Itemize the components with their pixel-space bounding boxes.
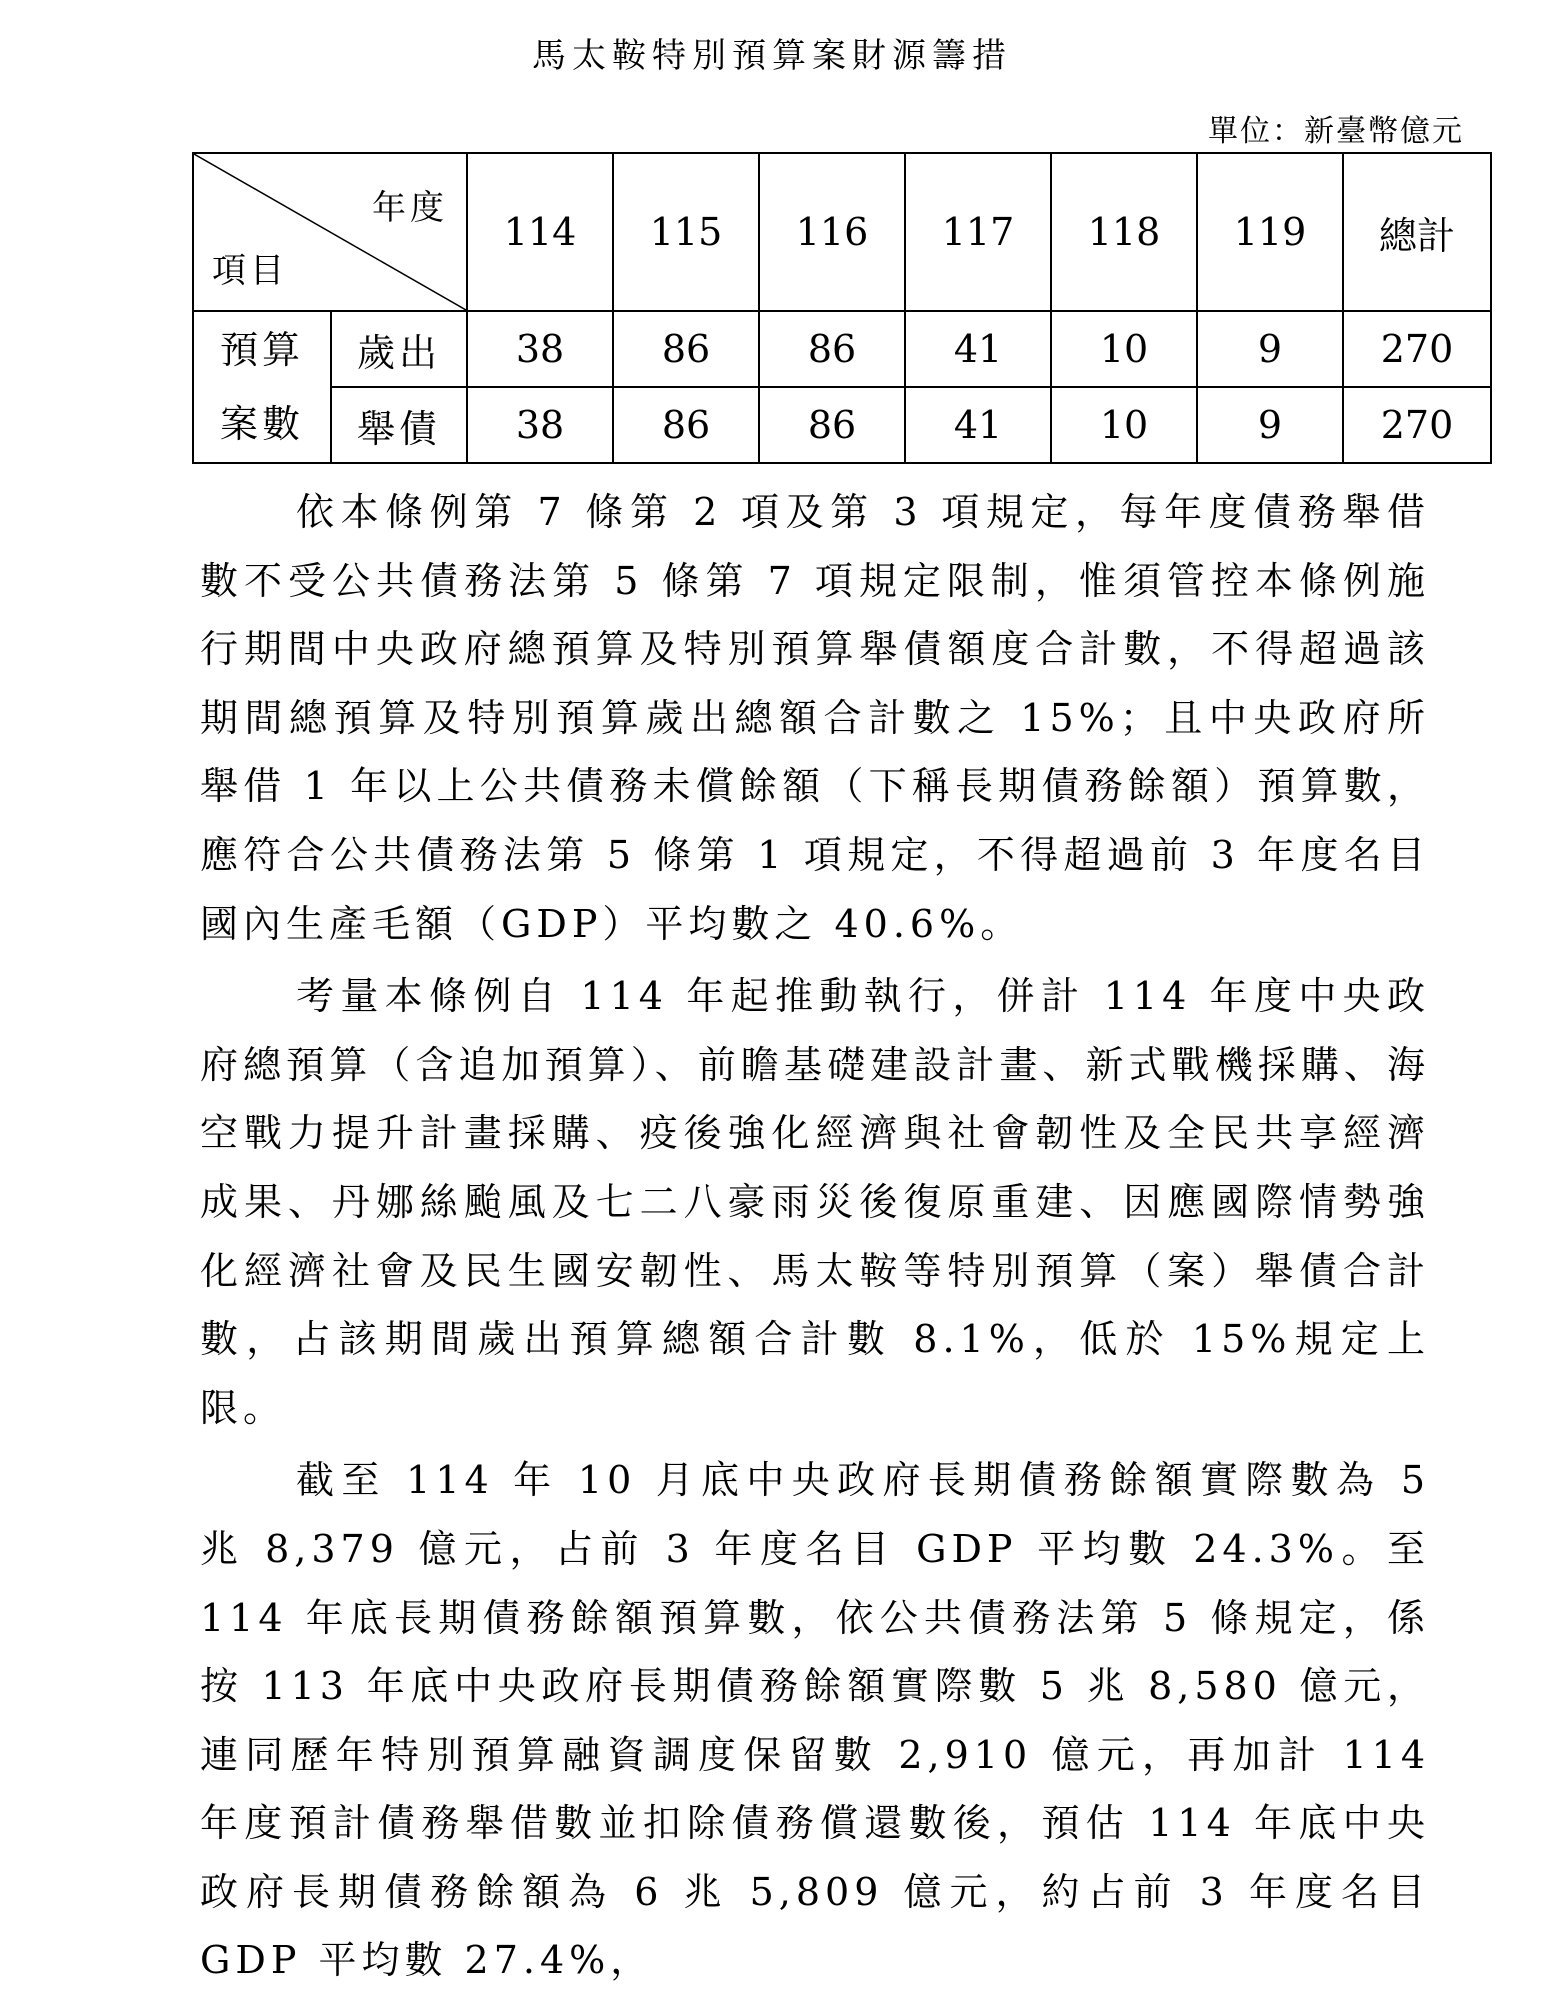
paragraph: 考量本條例自 114 年起推動執行，併計 114 年度中央政府總預算（含追加預算）、前瞻基礎建設計畫、新式戰機採購、海空戰力提升計畫採購、疫後強化經濟與社會韌性及全民共享經濟成果、丹娜絲颱風及七二八豪雨災後復原重建、因應國際情勢強化經濟社會及民生國安韌性、馬太鞍等特別預算（案）舉債合計數，占該期間歲出預算總額合計數 8.1%，低於 15%規定上限。 xyxy=(200,974,1430,1430)
unit-label: 單位：新臺幣億元 xyxy=(1208,114,1464,149)
page-title: 馬太鞍特別預算案財源籌措 xyxy=(532,36,1012,76)
row-label-expenditure: 歲出 xyxy=(331,311,467,387)
paragraph: 依本條例第 7 條第 2 項及第 3 項規定，每年度債務舉借數不受公共債務法第 5 條第 7 項規定限制，惟須管控本條例施行期間中央政府總預算及特別預算舉債額度合計數，不得超過該期間總預算及特別預算歲出總額合計數之 15%；且中央政府所舉借 1 年以上公共債務未償餘額（下稱長期債務餘額）預算數，應符合公共債務法第 5 條第 1 項規定，不得超過前 3 年度名目國內生產毛額（GDP）平均數之 40.6%。 xyxy=(200,490,1430,946)
year-header: 119 xyxy=(1197,153,1343,311)
table-cell: 86 xyxy=(759,311,905,387)
table-row xyxy=(193,387,1491,463)
corner-cell xyxy=(193,153,467,311)
table-cell: 41 xyxy=(905,311,1051,387)
budget-table xyxy=(192,152,1492,464)
table-cell: 86 xyxy=(759,387,905,463)
table-cell-total: 270 xyxy=(1343,387,1491,463)
table-cell: 9 xyxy=(1197,387,1343,463)
year-header: 116 xyxy=(759,153,905,311)
table-row xyxy=(193,311,1491,387)
group-label-line: 案數 xyxy=(219,402,304,446)
year-header: 114 xyxy=(467,153,613,311)
total-header: 總計 xyxy=(1343,153,1491,311)
table-cell: 86 xyxy=(613,387,759,463)
year-header: 115 xyxy=(613,153,759,311)
table-cell: 41 xyxy=(905,387,1051,463)
table-cell: 86 xyxy=(613,311,759,387)
table-header-row xyxy=(193,153,1491,311)
table-cell: 38 xyxy=(467,387,613,463)
group-label-line: 預算 xyxy=(219,328,304,372)
row-label-borrowing: 舉債 xyxy=(331,387,467,463)
body-text xyxy=(200,478,1430,1995)
group-label xyxy=(193,311,331,463)
year-header: 117 xyxy=(905,153,1051,311)
table-cell: 38 xyxy=(467,311,613,387)
paragraph: 截至 114 年 10 月底中央政府長期債務餘額實際數為 5 兆 8,379 億元，占前 3 年度名目 GDP 平均數 24.3%。至 114 年底長期債務餘額預算數，依公共債務法第 5 條規定，係按 113 年底中央政府長期債務餘額實際數 5 兆 8,580 億元，連同歷年特別預算融資調度保留數 2,910 億元，再加計 114 年度預計債務舉借數並扣除債務償還數後，預估 114 年底中央政府長期債務餘額為 6 兆 5,809 億元，約占前 3 年度名目 GDP 平均數 27.4%， xyxy=(200,1458,1430,1983)
table-cell: 10 xyxy=(1051,387,1197,463)
year-header: 118 xyxy=(1051,153,1197,311)
table-cell: 9 xyxy=(1197,311,1343,387)
table-cell-total: 270 xyxy=(1343,311,1491,387)
corner-year-label: 年度 xyxy=(372,188,448,228)
corner-item-label: 項目 xyxy=(212,251,288,291)
table-cell: 10 xyxy=(1051,311,1197,387)
